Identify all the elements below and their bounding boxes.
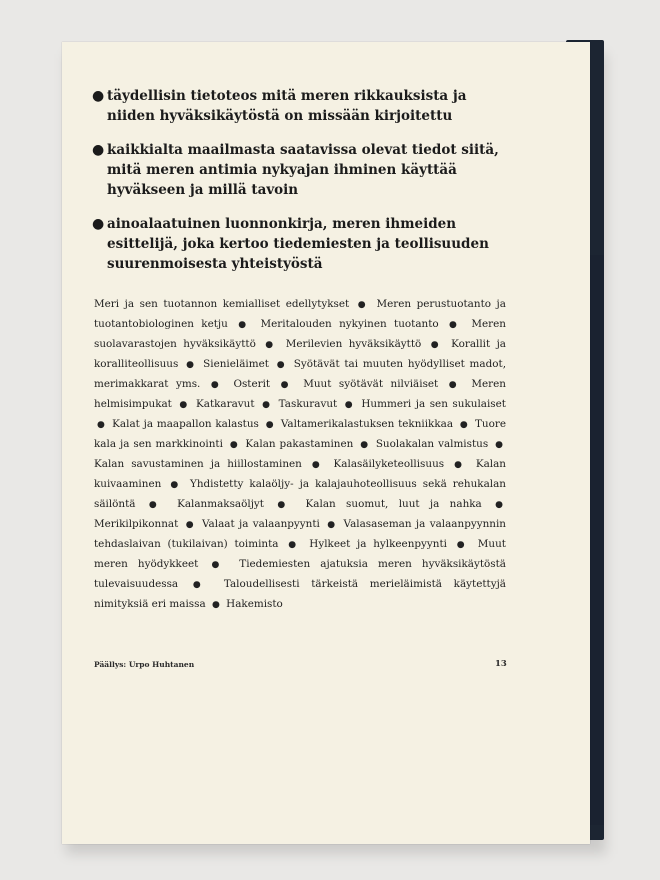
contents-item: Hylkeet ja hylkeenpyynti <box>309 538 447 550</box>
separator-dot-icon: ● <box>170 480 181 490</box>
separator-dot-icon: ● <box>311 460 324 470</box>
separator-dot-icon: ● <box>210 380 223 390</box>
separator-dot-icon: ● <box>276 360 286 370</box>
contents-item: Meri ja sen tuotannon kemialliset edellytykset <box>94 298 350 310</box>
feature-bullet-text: ainoalaatuinen luonnonkirja, meren ihmeiden esittelijä, joka kertoo tiedemiesten ja teollisuuden suurenmoisesta yhteistyöstä <box>107 216 489 272</box>
separator-dot-icon: ● <box>344 400 354 410</box>
contents-item: Korallit ja koralliteollisuus <box>94 338 506 370</box>
separator-dot-icon: ● <box>265 420 275 430</box>
separator-dot-icon: ● <box>430 340 442 350</box>
contents-item: Valtamerikalastuksen tekniikkaa <box>280 418 454 430</box>
page-number: 13 <box>495 659 507 669</box>
contents-item: Hakemisto <box>226 598 283 610</box>
bullet-dot-icon: ● <box>92 88 105 104</box>
separator-dot-icon: ● <box>448 380 461 390</box>
contents-item: Katkaravut <box>196 398 255 410</box>
contents-item: Hummeri ja sen sukulaiset <box>361 398 506 410</box>
feature-bullet-text: kaikkialta maailmasta saatavissa olevat tiedot siitä, mitä meren antimia nykyajan ihminen käyttää hyväkseen ja millä tavoin <box>107 142 499 198</box>
feature-bullet <box>94 86 504 126</box>
contents-item: Kalasäilyketeollisuus <box>333 458 445 470</box>
separator-dot-icon: ● <box>186 360 196 370</box>
separator-dot-icon: ● <box>192 580 210 590</box>
separator-dot-icon: ● <box>495 440 504 450</box>
separator-dot-icon: ● <box>97 420 106 430</box>
contents-item: Muut meren hyödykkeet <box>94 538 506 570</box>
contents-paragraph <box>94 295 506 615</box>
separator-dot-icon: ● <box>360 440 369 450</box>
contents-item: Kalan savustaminen ja hiillostaminen <box>94 458 302 470</box>
contents-item: Valaat ja valaanpyynti <box>202 518 320 530</box>
separator-dot-icon: ● <box>148 500 164 510</box>
contents-item: Meren perustuotanto ja tuotantobiologinen ketju <box>94 298 506 330</box>
separator-dot-icon: ● <box>327 520 337 530</box>
contents-item: Syötävät tai muuten hyödylliset madot, merimakkarat yms. <box>94 358 506 390</box>
separator-dot-icon: ● <box>179 400 189 410</box>
contents-item: Kalanmaksaöljyt <box>177 498 264 510</box>
contents-item: Suolakalan valmistus <box>375 438 489 450</box>
contents-item: Muut syötävät nilviäiset <box>303 378 439 390</box>
separator-dot-icon: ● <box>454 460 466 470</box>
contents-item: Meren suolavarastojen hyväksikäyttö <box>94 318 506 350</box>
contents-item: Tuore kala ja sen markkinointi <box>94 418 506 450</box>
contents-item: Meren helmisimpukat <box>94 378 506 410</box>
contents-item: Taskuravut <box>278 398 338 410</box>
separator-dot-icon: ● <box>211 600 220 610</box>
feature-bullet-list <box>94 86 504 288</box>
separator-dot-icon: ● <box>495 500 503 510</box>
contents-item: Valasaseman ja valaanpyynnin tehdaslaivan (tukilaivan) toiminta <box>94 518 506 550</box>
bullet-dot-icon: ● <box>92 216 105 232</box>
bullet-dot-icon: ● <box>92 142 105 158</box>
contents-item: Sienieläimet <box>203 358 269 370</box>
separator-dot-icon: ● <box>449 320 461 330</box>
separator-dot-icon: ● <box>265 340 277 350</box>
feature-bullet <box>94 140 504 200</box>
separator-dot-icon: ● <box>280 380 293 390</box>
separator-dot-icon: ● <box>229 440 239 450</box>
contents-item: Meritalouden nykyinen tuotanto <box>260 318 439 330</box>
separator-dot-icon: ● <box>262 400 272 410</box>
contents-item: Kalat ja maapallon kalastus <box>112 418 259 430</box>
separator-dot-icon: ● <box>357 300 368 310</box>
contents-item: Kalan pakastaminen <box>245 438 354 450</box>
contents-item: Merikilpikonnat <box>94 518 179 530</box>
contents-item: Merilevien hyväksikäyttö <box>285 338 422 350</box>
contents-item: Kalan kuivaaminen <box>94 458 506 490</box>
separator-dot-icon: ● <box>456 540 469 550</box>
contents-item: Yhdistetty kalaöljy- ja kalajauhoteollisuus sekä rehukalan säilöntä <box>94 478 506 510</box>
separator-dot-icon: ● <box>211 560 227 570</box>
separator-dot-icon: ● <box>288 540 300 550</box>
contents-item: Taloudellisesti tärkeistä merieläimistä käytettyjä nimityksiä eri maissa <box>94 578 506 610</box>
separator-dot-icon: ● <box>238 320 251 330</box>
feature-bullet-text: täydellisin tietoteos mitä meren rikkauksista ja niiden hyväksikäytöstä on missään kirjoitettu <box>107 88 467 124</box>
contents-item: Osterit <box>233 378 271 390</box>
feature-bullet <box>94 214 504 274</box>
separator-dot-icon: ● <box>185 520 195 530</box>
contents-item: Tiedemiesten ajatuksia meren hyväksikäytöstä tulevaisuudessa <box>94 558 506 590</box>
separator-dot-icon: ● <box>277 500 293 510</box>
cover-design-credit: Päällys: Urpo Huhtanen <box>94 660 195 669</box>
contents-item: Kalan suomut, luut ja nahka <box>305 498 482 510</box>
separator-dot-icon: ● <box>459 420 469 430</box>
